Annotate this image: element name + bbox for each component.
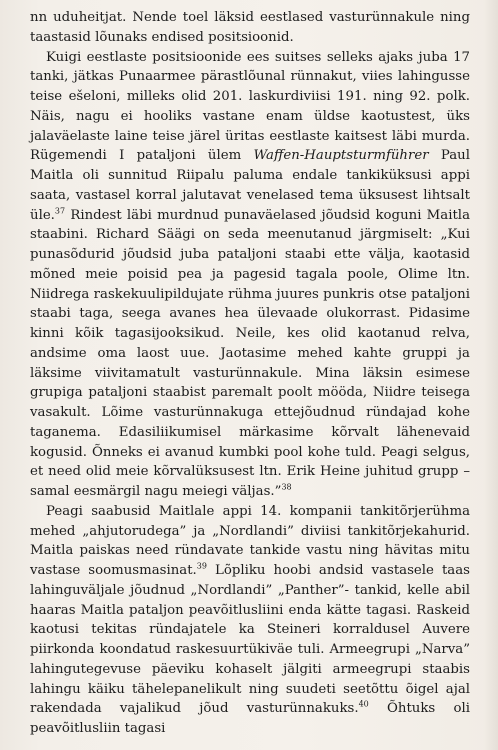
body-text xyxy=(30,8,470,739)
text-segment: Lõpliku hoobi andsid vastasele taas lahinguväljale jõudnud „Nordlandi” „Panther”- tankid, kelle abil haaras Maitla pataljon peavõitlusliini enda kätte tagasi. Raskeid kaotusi tekitas ründajatele ka Steineri korraldusel Auvere piirkonda koondatud raskesuurtükiväe tuli. Armeegrupi „Narva” lahingutegevuse päeviku kohaselt jälgiti armeegrupi staabis lahingu käiku tähelepanelikult ning suudeti seetõttu õigel ajal rakendada vajalikud jõud vasturünnakuks. xyxy=(30,563,470,717)
footnote-ref: 39 xyxy=(196,561,207,571)
paragraph-p3 xyxy=(30,502,470,739)
italic-text: Waffen-Hauptsturmführer xyxy=(253,148,429,164)
page-gutter-shadow xyxy=(484,0,498,750)
text-segment: Õhtuks oli peavõitlusliin tagasi xyxy=(30,701,471,736)
paragraph-p1 xyxy=(30,8,470,48)
text-segment: Rindest läbi murdnud punaväelased jõudsid koguni Maitla staabini. Richard Säägi on seda meenutanud järgmiselt: „Kui punasõdurid jõudsid juba pataljoni staabi ette välja, kaotasid mõned meie poisid pea ja pagesid tagala poole, Olime ltn. Niidrega raskekuulipildujate rühma juures punkris otse pataljoni staabi taga, seega avanes hea ülevaade olukorrast. Pidasime kinni kõik tagasijooksikud. Neile, kes olid kaotanud relva, andsime oma laost uue. Jaotasime mehed kahte gruppi ja läksime viivitamatult vasturünnakule. Mina läksin esimese grupiga pataljoni staabist paremalt poolt mööda, Niidre teisega vasakult. Lõime vasturünnakuga ettejõudnud ründajad kohe taganema. Edasiliikumisel märkasime kõrvalt lähenevaid kogusid. Õnneks ei avanud kumbki pool kohe tuld. Peagi selgus, et need olid meie kõrvalüksusest ltn. Erik Heine juhitud grupp – samal eesmärgil nagu meiegi väljas.” xyxy=(30,207,470,499)
text-segment: Paul Maitla oli sunnitud Riipalu paluma endale tankiküksusi appi saata, vastasel korral jalutavat venelased tema üksusest lihtsalt üle. xyxy=(30,148,470,223)
footnote-ref: 40 xyxy=(358,699,369,709)
footnote-ref: 37 xyxy=(54,206,66,216)
text-segment: Kuigi eestlaste positsioonide ees suitses selleks ajaks juba 17 tanki, jätkas Punaarmee pärastlõunal rünnakut, viies lahingusse teise ešeloni, milleks olid 201. laskurdiviisi 191. ning 92. polk. Näis, nagu ei hooliks vastane enam üldse kaotustest, üks jalaväelaste laine teise järel üritas eestlaste kaitsest läbi murda. Rügemendi I pataljoni ülem xyxy=(30,49,470,164)
text-segment: Peagi saabusid Maitlale appi 14. kompanii tankitõrjerühma mehed „ahjutorudega” ja „Nordlandi” diviisi tankitõrjekahurid. Maitla paiskas need ründavate tankide vastu ning hävitas mitu vastase soomusmasinat. xyxy=(30,503,470,578)
footnote-ref: 38 xyxy=(281,482,292,492)
text-segment: nn uduheitjat. Nende toel läksid eestlased vasturünnakule ning taastasid lõunaks endised positsioonid. xyxy=(30,10,470,45)
paragraph-p2 xyxy=(30,48,470,502)
